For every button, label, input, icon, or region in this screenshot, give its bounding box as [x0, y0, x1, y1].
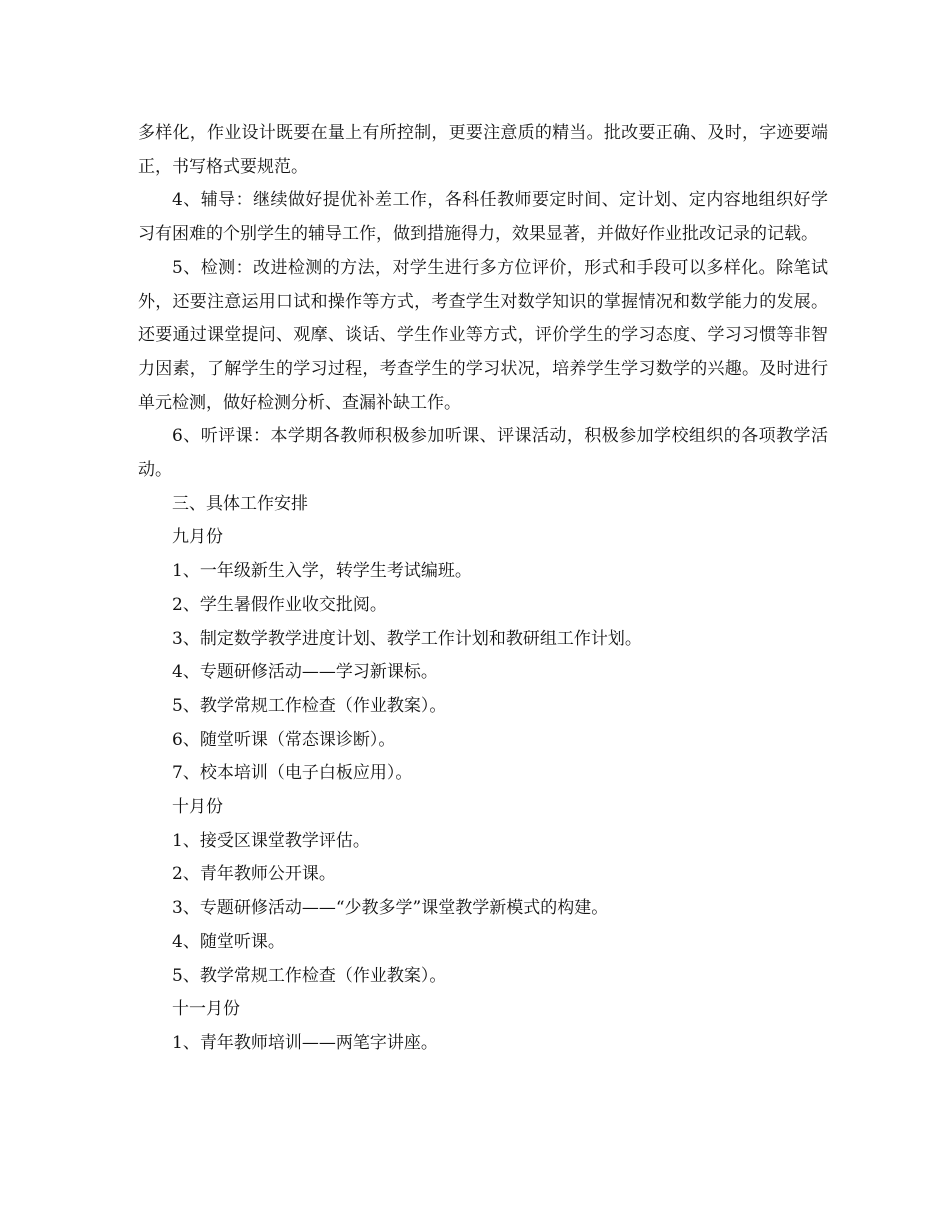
paragraph-lesson-observation: 6、听评课：本学期各教师积极参加听课、评课活动，积极参加学校组织的各项教学活动。	[138, 426, 828, 481]
list-item: 4、专题研修活动——学习新课标。	[172, 662, 438, 683]
list-item: 3、专题研修活动——“少教多学”课堂教学新模式的构建。	[172, 898, 609, 919]
paragraph-tutoring: 4、辅导：继续做好提优补差工作，各科任教师要定时间、定计划、定内容地组织好学习有困难的个别学生的辅导工作，做到措施得力，效果显著，并做好作业批改记录的记载。	[138, 190, 828, 245]
list-item: 7、校本培训（电子白板应用）。	[172, 763, 413, 784]
list-item: 5、教学常规工作检查（作业教案）。	[172, 695, 447, 716]
list-item: 5、教学常规工作检查（作业教案）。	[172, 965, 447, 986]
month-heading-september: 九月份	[172, 527, 223, 548]
list-item: 4、随堂听课。	[172, 931, 285, 952]
list-item: 1、一年级新生入学，转学生考试编班。	[172, 561, 472, 582]
list-item: 1、青年教师培训——两笔字讲座。	[172, 1032, 438, 1053]
list-item: 3、制定数学教学进度计划、教学工作计划和教研组工作计划。	[172, 628, 642, 649]
month-heading-october: 十月份	[172, 797, 223, 818]
continuation-paragraph: 多样化，作业设计既要在量上有所控制，更要注意质的精当。批改要正确、及时，字迹要端正，书写格式要规范。	[138, 123, 828, 177]
paragraph-testing: 5、检测：改进检测的方法，对学生进行多方位评价，形式和手段可以多样化。除笔试外，还要注意运用口试和操作等方式，考查学生对数学知识的掌握情况和数学能力的发展。还要通过课堂提问、观摩、谈话、学生作业等方式，评价学生的学习态度、学习习惯等非智力因素，了解学生的学习过程，考查学生的学习状况，培养学生学习数学的兴趣。及时进行单元检测，做好检测分析、查漏补缺工作。	[138, 257, 828, 413]
month-heading-november: 十一月份	[172, 999, 240, 1020]
list-item: 2、青年教师公开课。	[172, 864, 336, 885]
list-item: 1、接受区课堂教学评估。	[172, 830, 370, 851]
document-body	[138, 117, 828, 1061]
list-item: 2、学生暑假作业收交批阅。	[172, 594, 387, 615]
list-item: 6、随堂听课（常态课诊断）。	[172, 729, 396, 750]
section-heading: 三、具体工作安排	[172, 493, 308, 514]
